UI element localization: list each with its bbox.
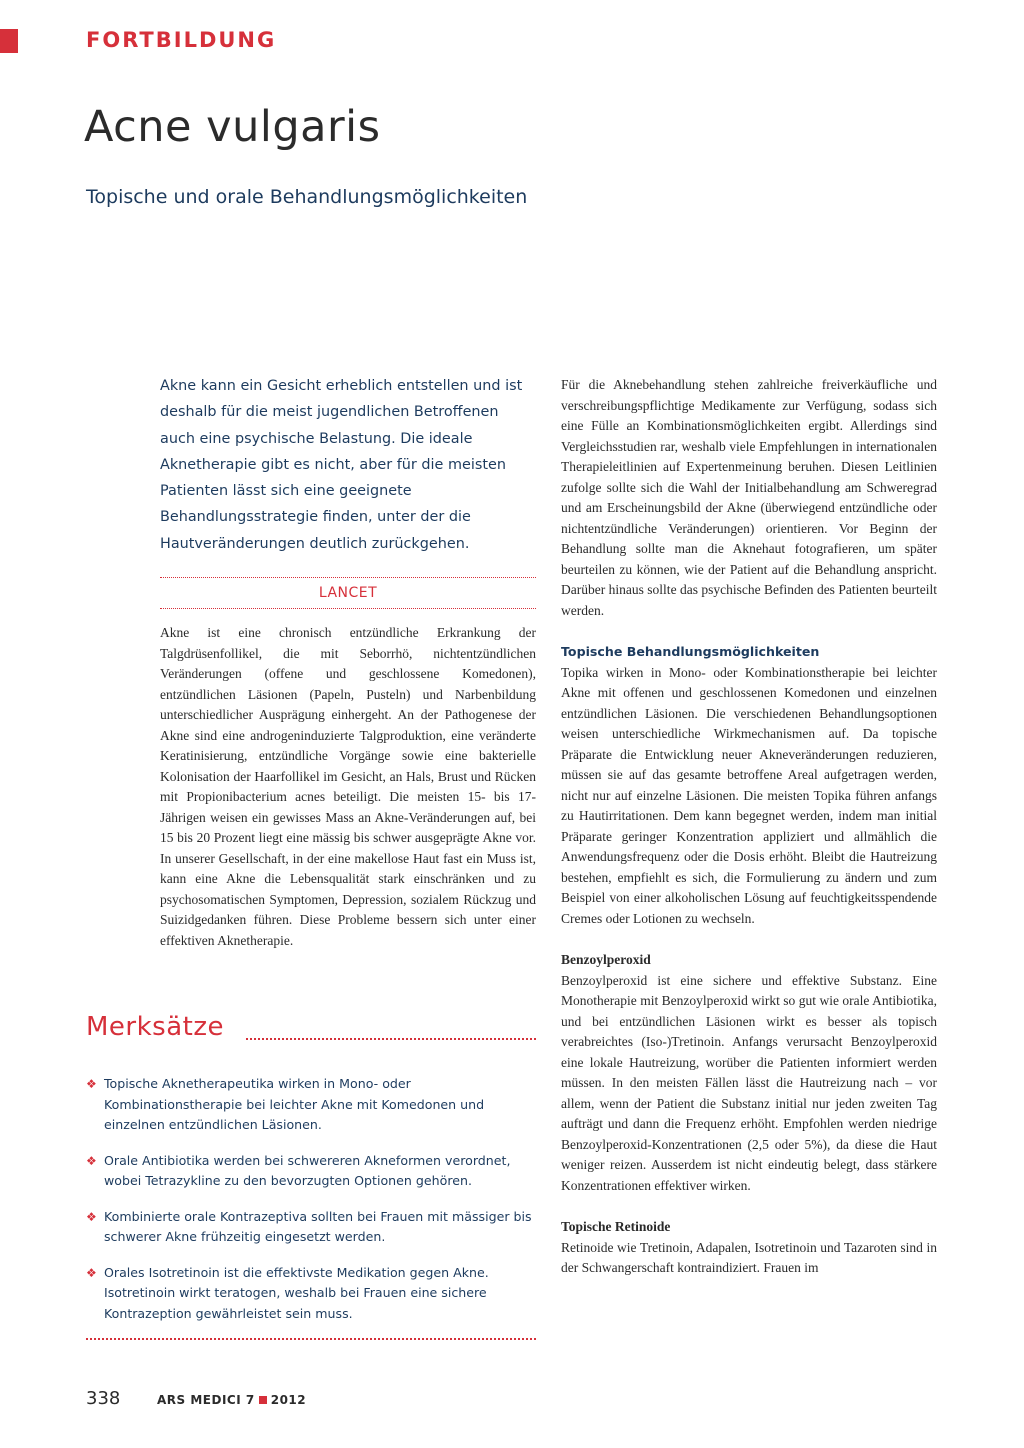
- journal-name: ARS MEDICI 7: [157, 1393, 255, 1407]
- right-column: [561, 375, 937, 1300]
- journal-footer: [157, 1393, 306, 1407]
- source-label: LANCET: [318, 585, 378, 601]
- page-number: 338: [86, 1388, 121, 1409]
- merksatz-text: Topische Aknetherapeutika wirken in Mono- oder Kombinationstherapie bei leichter Akne mit Komedonen und einzelnen entzündlichen Läsionen.: [104, 1076, 485, 1132]
- topical-paragraph: Topika wirken in Mono- oder Kombinationstherapie bei leichter Akne mit offenen und geschlossenen Komedonen und einzelnen entzündlichen Läsionen. Die verschiedenen Behandlungsoptionen weisen unterschiedliche Wirkmechanismen auf. Da topische Präparate die Entwicklung neuer Akneveränderungen reduzieren, müssen sie auf das gesamte betroffene Areal aufgetragen werden, nicht nur auf einzelne Läsionen. Die meisten Topika führen anfangs zu Hautirritationen. Dem kann begegnet werden, indem man initial Präparate geringer Konzentration appliziert und allmählich die Anwendungsfrequenz oder die Dosis erhöht. Bleibt die Hautreizung bestehen, empfiehlt es sich, die Formulierung zu ändern und zum Beispiel von einer alkoholischen Lösung auf feuchtigkeitsspendende Cremes oder Lotionen zu wechseln.: [561, 664, 937, 926]
- benzoyl-paragraph: Benzoylperoxid ist eine sichere und effektive Substanz. Eine Monotherapie mit Benzoylperoxid wirkt so gut wie orale Antibiotika, und bei entzündlichen Läsionen wirkt es besser als topisch verabreichtes (Iso-)Tretinoin. Anfangs verursacht Benzoylperoxid eine lokale Hautreizung, worüber die Patienten informiert werden müssen. In den meisten Fällen lässt die Hautreizung nach – vor allem, wenn der Patient die Substanz initial nur jeden zweiten Tag aufträgt und dann die Frequenz erhöht. Empfohlen werden niedrige Benzoylperoxid-Konzentrationen (2,5 oder 5%), da diese die Haut weniger reizen. Ausserdem ist nicht eindeutig belegt, dass stärkere Konzentrationen effektiver wirken.: [561, 972, 937, 1193]
- source-divider-top: [160, 577, 536, 578]
- merksatz-item: [86, 1263, 536, 1325]
- merksatz-item: [86, 1207, 536, 1248]
- merksaetze-bottom-rule: [86, 1338, 536, 1340]
- section-label: FORTBILDUNG: [86, 28, 277, 52]
- merksatz-text: Orales Isotretinoin ist die effektivste Medikation gegen Akne. Isotretinoin wirkt teratogen, weshalb bei Frauen eine sichere Kontrazeption gewährleistet sein muss.: [104, 1264, 489, 1321]
- diamond-bullet-icon: ❖: [86, 1209, 97, 1224]
- merksaetze-title-rule: [246, 1038, 536, 1040]
- retinoide-heading: Topische Retinoide: [561, 1219, 671, 1234]
- retinoide-paragraph: Retinoide wie Tretinoin, Adapalen, Isotretinoin und Tazaroten sind in der Schwangerschaft kontraindiziert. Frauen im: [561, 1239, 937, 1275]
- merksaetze-list: [86, 1074, 536, 1339]
- diamond-bullet-icon: ❖: [86, 1077, 97, 1091]
- section-marker: [0, 29, 18, 53]
- intro-paragraph: Akne ist eine chronisch entzündliche Erkrankung der Talgdrüsenfollikel, die mit Seborrhö, nichtentzündlichen Veränderungen (offene und geschlossene Komedonen), entzündlichen Läsionen (Papeln, Pusteln) und Narbenbildung unterschiedlicher Ausprägung einhergeht. An der Pathogenese der Akne sind eine androgeninduzierte Talgproduktion, eine veränderte Keratinisierung, entzündliche Vorgänge sowie eine bakterielle Kolonisation der Haarfollikel im Gesicht, an Hals, Brust und Rücken mit Propionibacterium acnes beteiligt. Die meisten 15- bis 17-Jährigen weisen ein gewisses Mass an Akne-Veränderungen auf, bei 15 bis 20 Prozent liegt eine mässig bis schwer ausgeprägte Akne vor. In unserer Gesellschaft, in der eine makellose Haut fast ein Muss ist, kann eine Akne die Lebensqualität stark einschränken und zu psychosomatischen Symptomen, Depression, sozialem Rückzug und Suizidgedanken führen. Diese Probleme bessern sich unter einer effektiven Aknetherapie.: [160, 625, 536, 948]
- square-separator-icon: [259, 1396, 267, 1404]
- merksatz-item: [86, 1151, 536, 1192]
- diamond-bullet-icon: ❖: [86, 1265, 97, 1280]
- overview-paragraph: Für die Aknebehandlung stehen zahlreiche freiverkäufliche und verschreibungspflichtige Medikamente zur Verfügung, sodass sich eine Fülle an Kombinationsmöglichkeiten ergibt. Allerdings sind Vergleichsstudien rar, weshalb viele Empfehlungen in internationalen Therapieleitlinien auf Expertenmeinung beruhen. Diesen Leitlinien zufolge sollte sich die Wahl der Initialbehandlung am Schweregrad und am Erscheinungsbild der Akne (überwiegend entzündliche oder nichtentzündliche Veränderungen) orientieren. Vor Beginn der Behandlung sollte man die Aknehaut fotografieren, um später beurteilen zu können, wie der Patient auf die Behandlung anspricht. Darüber hinaus sollte das psychische Befinden des Patienten beurteilt werden.: [561, 377, 937, 618]
- topical-heading: Topische Behandlungsmöglichkeiten: [561, 644, 820, 659]
- merksaetze-title: Merksätze: [86, 1012, 224, 1042]
- benzoyl-heading: Benzoylperoxid: [561, 952, 651, 967]
- merksatz-item: [86, 1074, 536, 1136]
- article-title: Acne vulgaris: [84, 102, 381, 152]
- journal-year: 2012: [270, 1393, 307, 1407]
- intro-section: [160, 623, 536, 951]
- merksatz-text: Orale Antibiotika werden bei schwereren Akneformen verordnet, wobei Tetrazykline zu den bevorzugten Optionen gehören.: [104, 1152, 511, 1188]
- merksatz-text: Kombinierte orale Kontrazeptiva sollten bei Frauen mit mässiger bis schwerer Akne frühzeitig eingesetzt werden.: [104, 1208, 532, 1244]
- diamond-bullet-icon: ❖: [86, 1153, 97, 1168]
- article-subtitle: Topische und orale Behandlungsmöglichkeiten: [86, 186, 528, 208]
- lead-paragraph: Akne kann ein Gesicht erheblich entstellen und ist deshalb für die meist jugendlichen Betroffenen auch eine psychische Belastung. Die ideale Aknetherapie gibt es nicht, aber für die meisten Patienten lässt sich eine geeignete Behandlungsstrategie finden, unter der die Hautveränderungen deutlich zurückgehen.: [160, 378, 523, 552]
- source-divider-bottom: [160, 608, 536, 609]
